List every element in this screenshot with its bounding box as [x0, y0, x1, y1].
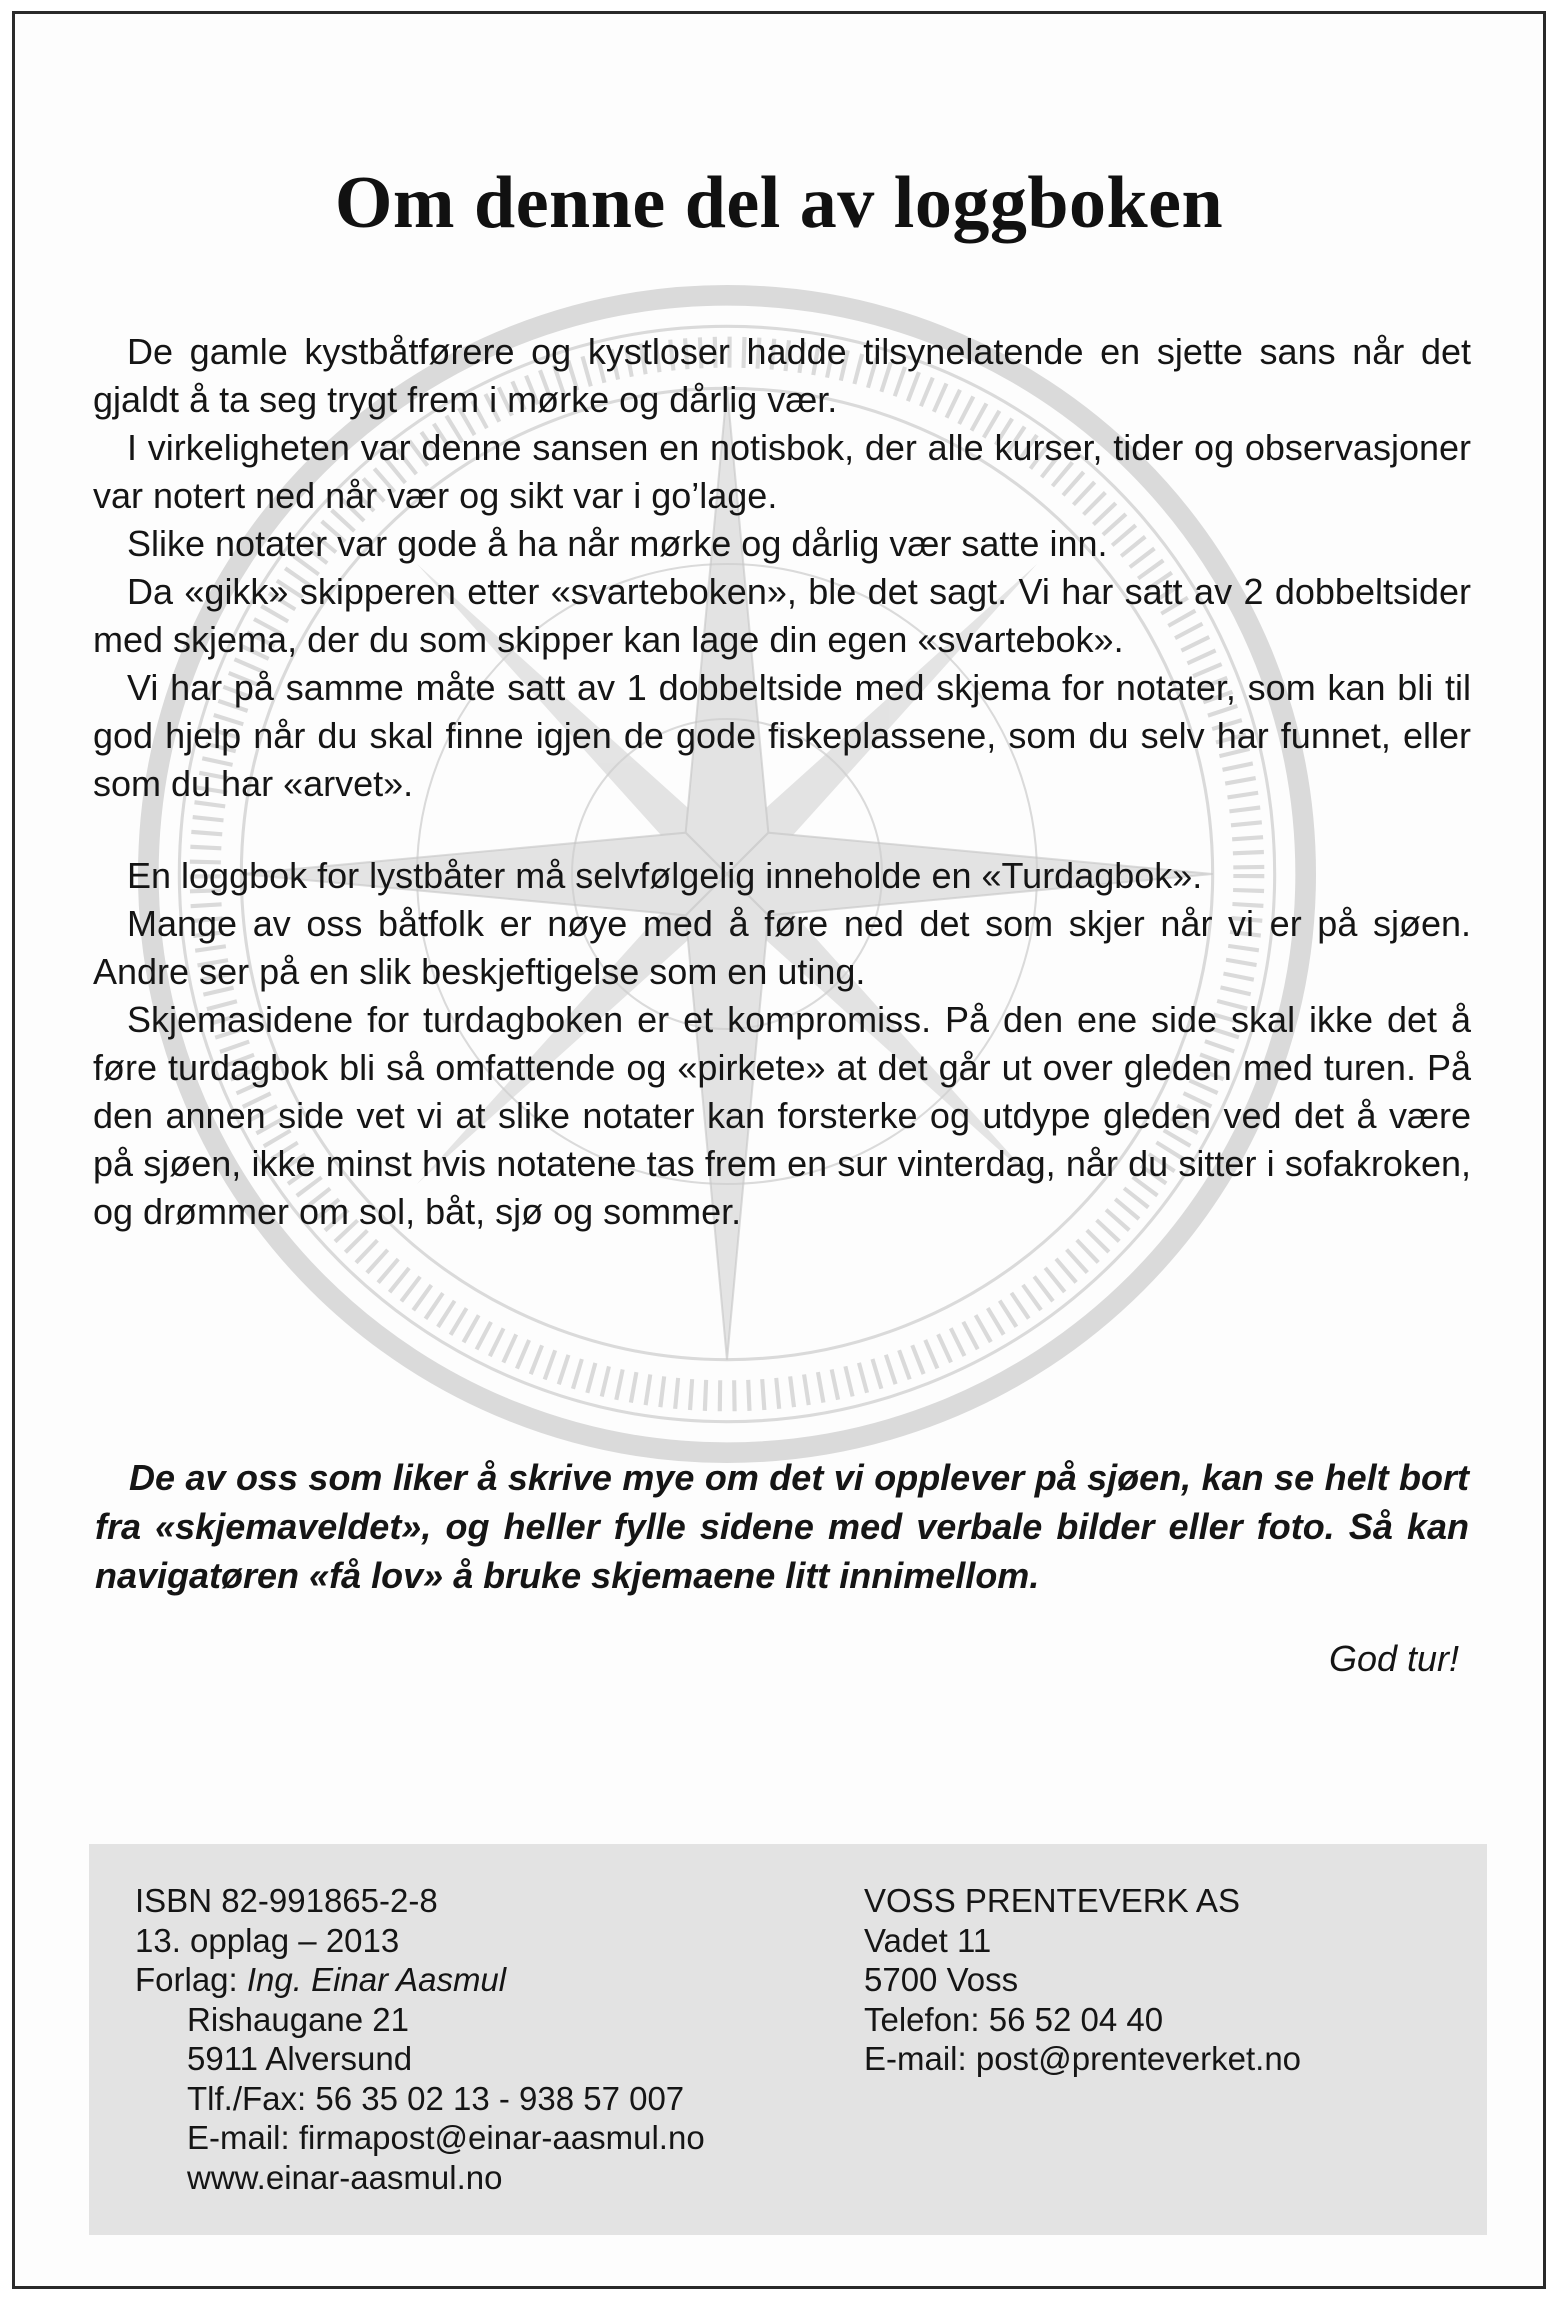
publisher-name: Ing. Einar Aasmul — [246, 1961, 507, 1998]
closing-line: God tur! — [1328, 1638, 1459, 1679]
paragraph-8: Skjemasidene for turdagboken er et kompromiss. På den ene side skal ikke det å føre turdagbok bli så omfattende og «pirkete» at det går ut over gleden med turen. På den annen side vet vi at slike notater kan forsterke og utdype gleden ved det å være på sjøen, ikke minst hvis notatene tas frem en sur vinterdag, når du sitter i sofakroken, og drømmer om sol, båt, sjø og sommer. — [93, 999, 1471, 1232]
paragraph-7: Mange av oss båtfolk er nøye med å føre ned det som skjer når vi er på sjøen. Andre ser på en slik beskjeftigelse som en uting. — [93, 903, 1471, 992]
page-frame — [12, 11, 1546, 2289]
intro-text — [93, 328, 1471, 1236]
publisher-phone: Tlf./Fax: 56 35 02 13 - 938 57 007 — [187, 2079, 685, 2117]
paragraph-1: De gamle kystbåtførere og kystloser hadde tilsynelatende en sjette sans når det gjaldt å ta seg trygt frem i mørke og dårlig vær. — [93, 331, 1471, 420]
printer-address: Vadet 11 — [864, 1921, 992, 1959]
publisher-email: E-mail: firmapost@einar-aasmul.no — [187, 2119, 705, 2156]
page-title: Om denne del av loggboken — [334, 162, 1224, 244]
printer-info — [864, 1881, 1301, 2079]
edition: 13. opplag – 2013 — [135, 1921, 400, 1959]
publisher-address: Rishaugane 21 — [187, 2000, 410, 2038]
paragraph-5: Vi har på samme måte satt av 1 dobbeltside med skjema for notater, som kan bli til god hjelp når du skal finne igjen de gode fiskeplassene, som du selv har funnet, eller som du har «arvet». — [93, 667, 1471, 804]
isbn: ISBN 82-991865-2-8 — [135, 1882, 438, 1919]
publisher-web: www.einar-aasmul.no — [187, 2158, 503, 2196]
publisher-label: Forlag: — [135, 1961, 238, 1998]
bold-note: De av oss som liker å skrive mye om det vi opplever på sjøen, kan se helt bort fra «skjemaveldet», og heller fylle sidene med verbale bilder eller foto. Så kan navigatøren «få lov» å bruke skjemaene litt innimellom. — [95, 1457, 1469, 1596]
printer-postal: 5700 Voss — [864, 1961, 1019, 1998]
printer-name: VOSS PRENTEVERK AS — [864, 1882, 1240, 1919]
publisher-line — [135, 1960, 705, 2000]
paragraph-3: Slike notater var gode å ha når mørke og dårlig vær satte inn. — [127, 523, 1108, 564]
colophon-box — [89, 1844, 1487, 2235]
publisher-info — [135, 1881, 705, 2197]
printer-phone: Telefon: 56 52 04 40 — [864, 2000, 1164, 2038]
printer-email: E-mail: post@prenteverket.no — [864, 2040, 1302, 2077]
paragraph-4: Da «gikk» skipperen etter «svarteboken», ble det sagt. Vi har satt av 2 dobbeltsider med skjema, der du som skipper kan lage din egen «svartebok». — [93, 571, 1471, 660]
paragraph-2: I virkeligheten var denne sansen en notisbok, der alle kurser, tider og observasjoner var notert ned når vær og sikt var i go’lage. — [93, 427, 1471, 516]
publisher-postal: 5911 Alversund — [187, 2040, 413, 2077]
paragraph-6: En loggbok for lystbåter må selvfølgelig inneholde en «Turdagbok». — [127, 855, 1203, 896]
